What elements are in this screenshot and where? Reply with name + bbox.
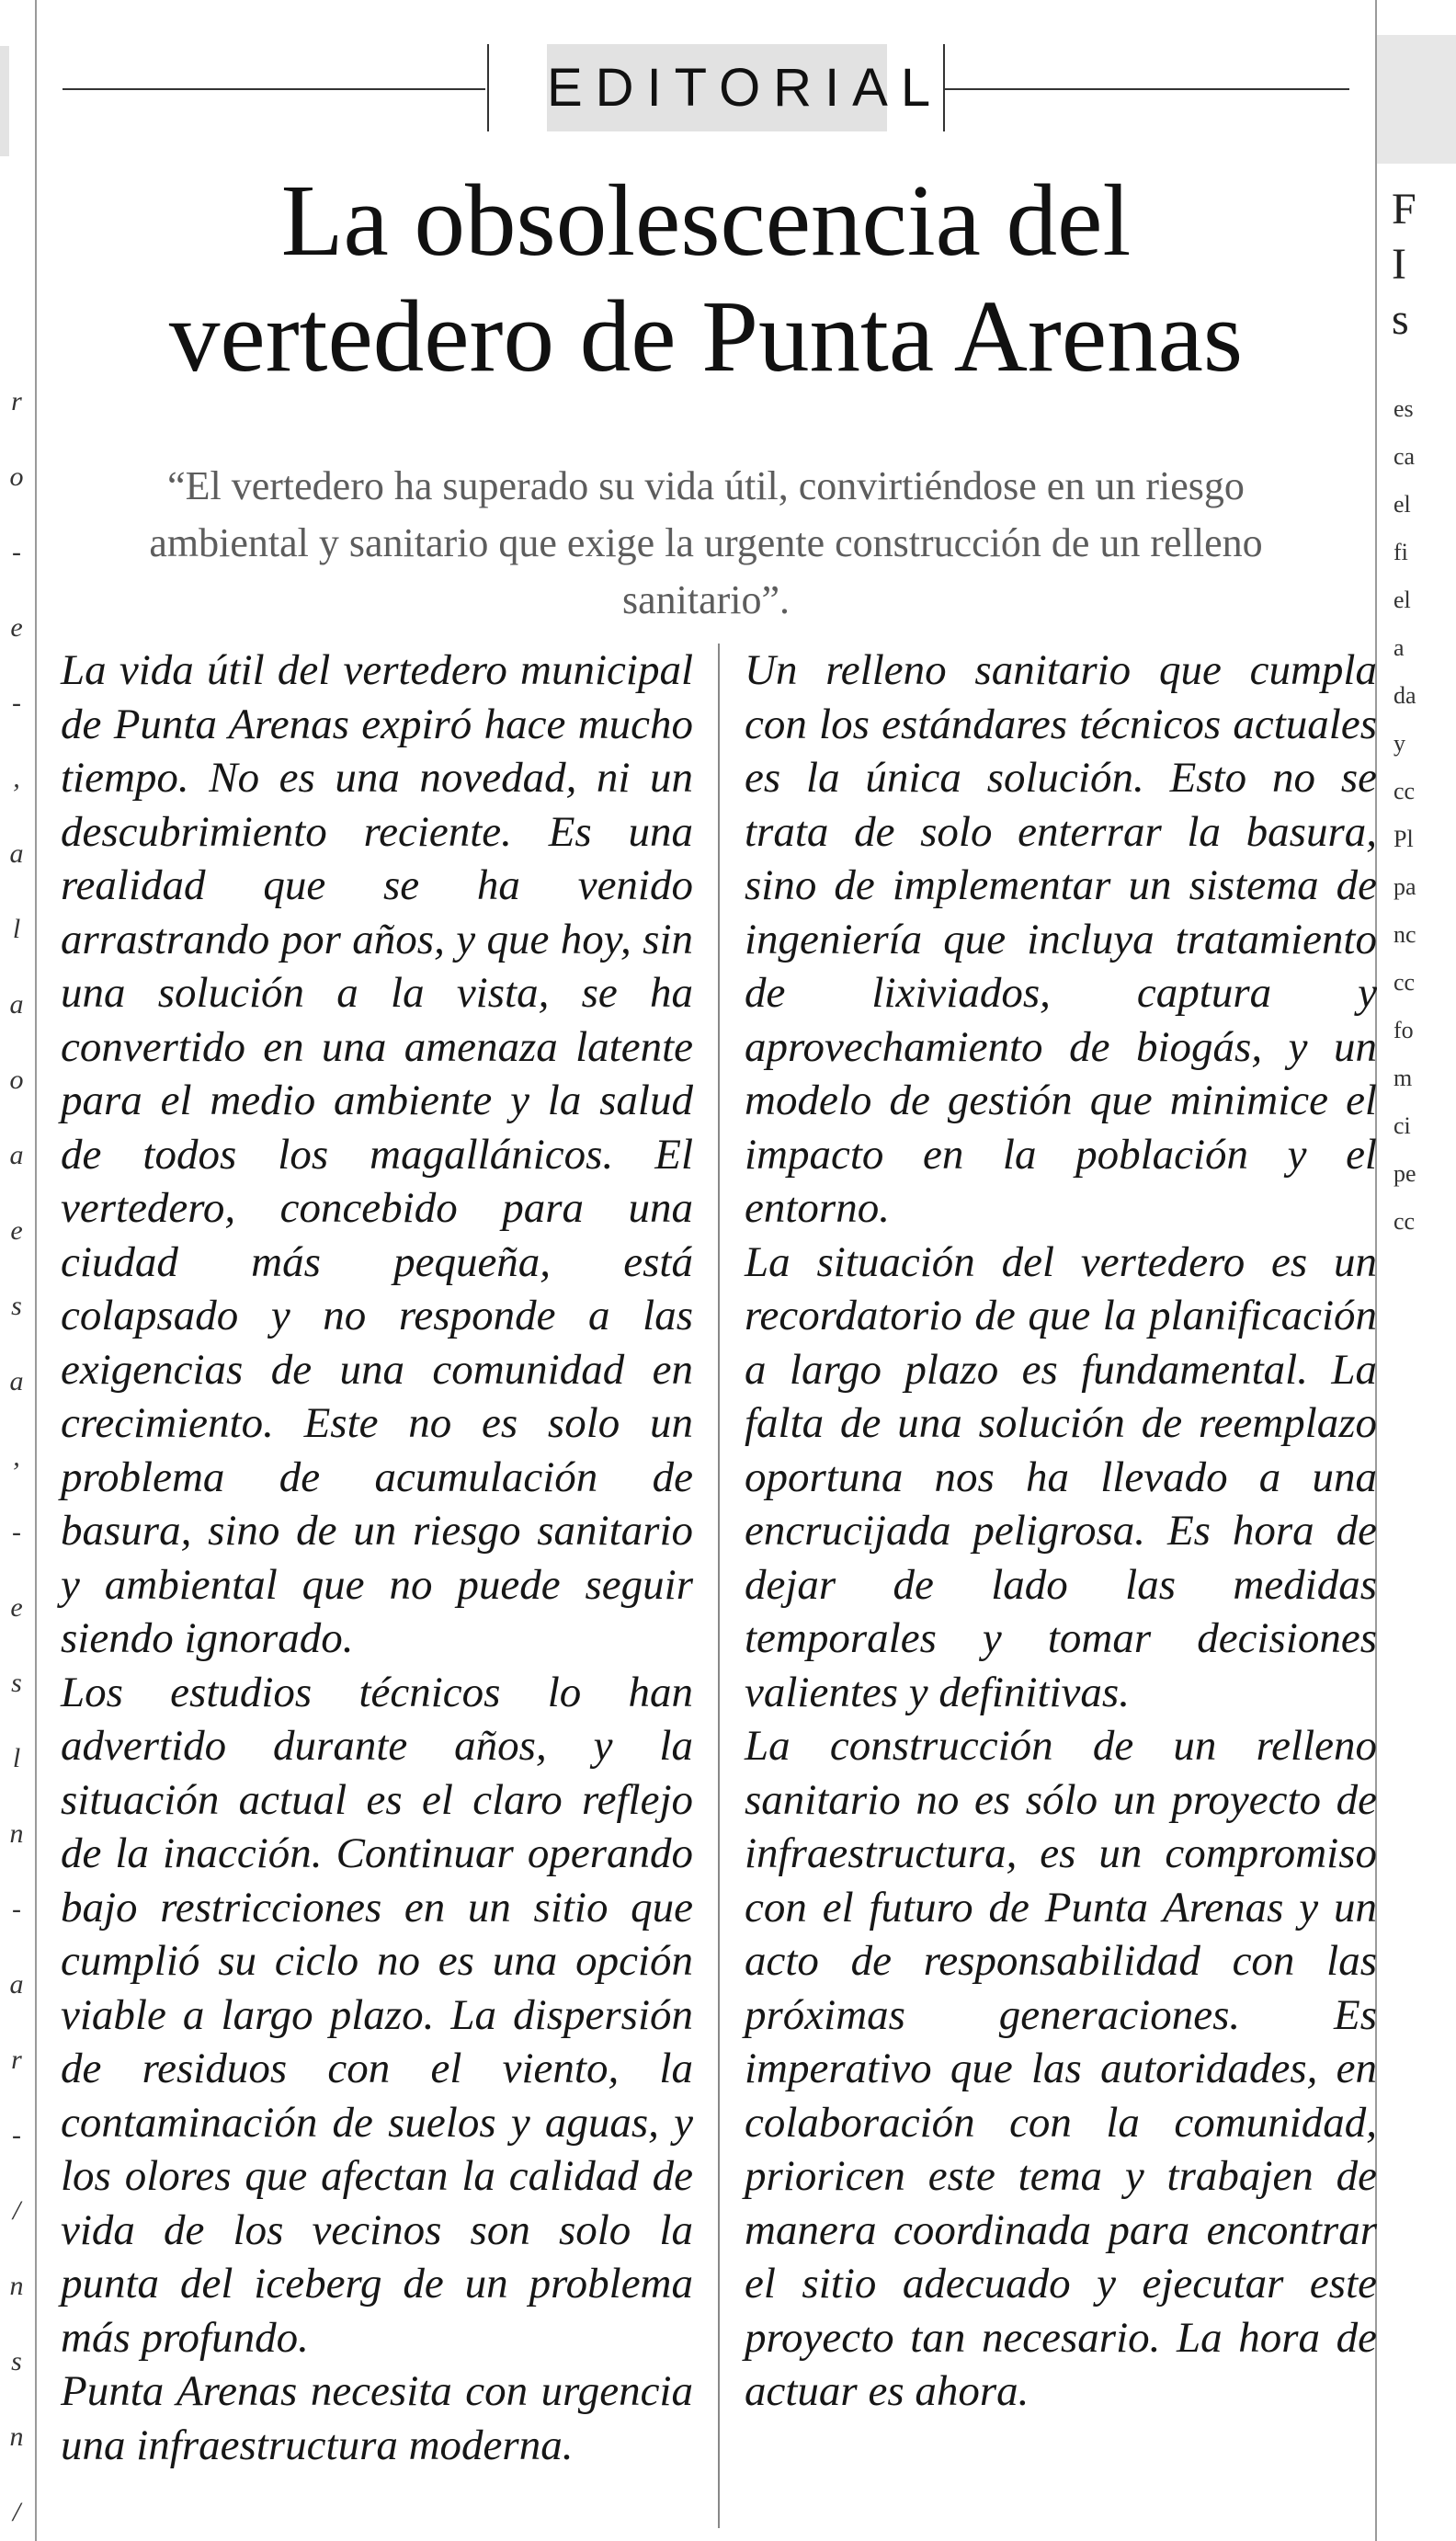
neighbor-left-header-block [0, 46, 9, 156]
neighbor-right-fragment: cc [1393, 1208, 1416, 1235]
neighbor-left-fragment: l [12, 1743, 21, 1773]
neighbor-left-fragment: s [11, 2346, 22, 2376]
section-label: EDITORIAL [547, 44, 887, 131]
neighbor-right-fragment: Pl [1393, 826, 1414, 852]
body-paragraph: La vida útil del vertedero municipal de Punta Arenas expiró hace mucho tiempo. No es una novedad, ni un descubrimiento reciente. Es una realidad que se ha venido arrastrando por años, y que hoy, sin una solución a la vista, se ha convertido en una amenaza latente para el medio ambiente y la salud de todos los magallánicos. El vertedero, concebido para una ciudad más pequeña, está colapsado y no responde a las exigencias de una comunidad en crecimiento. Este no es solo un problema de acumulación de basura, sino de un riesgo sanitario y ambiental que no puede seguir siendo ignorado. [61, 646, 693, 1662]
body-column-1 [61, 644, 693, 2472]
neighbor-right-fragment: a [1393, 634, 1405, 661]
neighbor-left-fragment: e [10, 1592, 23, 1623]
neighbor-right-fragment: cc [1393, 778, 1416, 804]
body-paragraph: Los estudios técnicos lo han advertido durante años, y la situación actual es el claro reflejo de la inacción. Continuar operando bajo restricciones en un sitio que cumplió su ciclo no es una opción viable a largo plazo. La dispersión de residuos con el viento, la contaminación de suelos y aguas, y los olores que afectan la calidad de vida de los vecinos son solo la punta del iceberg de un problema más profundo. [61, 1668, 693, 2362]
neighbor-right-fragment: el [1393, 491, 1411, 518]
headline-line-2: vertedero de Punta Arenas [168, 280, 1244, 393]
neighbor-left-fragment: e [10, 612, 23, 643]
header-rule-right [945, 88, 1349, 90]
neighbor-left-fragment: a [9, 1140, 24, 1170]
neighbor-right-fragment: cc [1393, 969, 1416, 996]
neighbor-right-fragment: fo [1393, 1017, 1414, 1043]
neighbor-left-fragment: , [13, 1441, 20, 1472]
neighbor-left-fragment: l [12, 914, 21, 944]
neighbor-left-fragment: o [9, 461, 24, 492]
header-rule-left [63, 88, 485, 90]
neighbor-column-left [0, 0, 37, 2541]
column-divider [718, 644, 720, 2528]
neighbor-left-fragment: - [12, 2120, 21, 2150]
neighbor-right-headline-fragment: s [1392, 295, 1409, 344]
neighbor-left-fragment: - [12, 537, 21, 567]
neighbor-right-fragment: ca [1393, 443, 1416, 470]
body-paragraph: Un relleno sanitario que cumpla con los estándares técnicos actuales es la única solución. Esto no se trata de solo enterrar la basura, sino de implementar un sistema de ingeniería que incluya tratamiento de lixiviados, captura y aprovechamiento de biogás, y un modelo de gestión que minimice el impacto en la población y el entorno. [745, 646, 1377, 1232]
headline [63, 164, 1349, 395]
neighbor-left-fragment: e [10, 1215, 23, 1246]
section-header [63, 44, 1349, 127]
neighbor-right-fragment: el [1393, 587, 1411, 613]
neighbor-left-fragment: - [12, 688, 21, 718]
neighbor-right-fragment: pa [1393, 873, 1416, 900]
neighbor-left-fragment: , [13, 763, 20, 793]
neighbor-left-fragment: a [9, 1969, 24, 2000]
neighbor-left-fragment: / [12, 2195, 21, 2226]
neighbor-column-right [1375, 0, 1456, 2541]
neighbor-left-fragment: n [9, 1818, 24, 1849]
neighbor-left-fragment: / [12, 2497, 21, 2527]
neighbor-left-fragment: s [11, 1668, 22, 1698]
headline-line-1: La obsolescencia del [280, 165, 1132, 278]
neighbor-right-fragment: da [1393, 682, 1416, 709]
body-column-2 [745, 644, 1377, 2419]
body-paragraph: Punta Arenas necesita con urgencia una infraestructura moderna. [61, 2367, 693, 2469]
neighbor-right-header-block [1377, 35, 1456, 164]
neighbor-right-fragment: es [1393, 395, 1414, 422]
neighbor-right-headline-fragment: I [1392, 240, 1406, 289]
pull-quote: “El vertedero ha superado su vida útil, convirtiéndose en un riesgo ambiental y sanitario que exige la urgente construcción de un relleno sanitario”. [149, 463, 1263, 622]
neighbor-left-fragment: a [9, 989, 24, 1020]
neighbor-left-fragment: - [12, 1894, 21, 1924]
neighbor-left-fragment: a [9, 1366, 24, 1396]
neighbor-right-headline-fragment: F [1392, 185, 1416, 234]
neighbor-right-fragment: nc [1393, 921, 1416, 948]
neighbor-right-fragment: pe [1393, 1160, 1416, 1187]
neighbor-left-fragment: - [12, 1517, 21, 1547]
neighbor-right-fragment: fi [1393, 539, 1408, 565]
body-paragraph: La situación del vertedero es un recordatorio de que la planificación a largo plazo es fundamental. La falta de una solución de reemplazo oportuna nos ha llevado a una encrucijada peligrosa. Es hora de dejar de lado las medidas temporales y tomar decisiones valientes y definitivas. [745, 1237, 1377, 1716]
body-paragraph: La construcción de un relleno sanitario no es sólo un proyecto de infraestructura, es un compromiso con el futuro de Punta Arenas y un acto de responsabilidad con las próximas generaciones. Es imperativo que las autoridades, en colaboración con la comunidad, prioricen este tema y trabajen de manera coordinada para encontrar el sitio adecuado y ejecutar este proyecto tan necesario. La hora de actuar es ahora. [745, 1722, 1377, 2415]
neighbor-left-fragment: n [9, 2271, 24, 2301]
neighbor-right-fragment: y [1393, 730, 1405, 757]
neighbor-left-fragment: o [9, 1065, 24, 1095]
neighbor-right-fragment: m [1393, 1065, 1413, 1091]
neighbor-left-fragment: n [9, 2421, 24, 2452]
neighbor-left-fragment: a [9, 838, 24, 869]
neighbor-right-fragment: ci [1393, 1112, 1411, 1139]
neighbor-left-fragment: r [11, 2045, 22, 2075]
neighbor-left-fragment: s [11, 1291, 22, 1321]
neighbor-left-fragment: r [11, 386, 22, 416]
header-divider-left [487, 44, 489, 131]
